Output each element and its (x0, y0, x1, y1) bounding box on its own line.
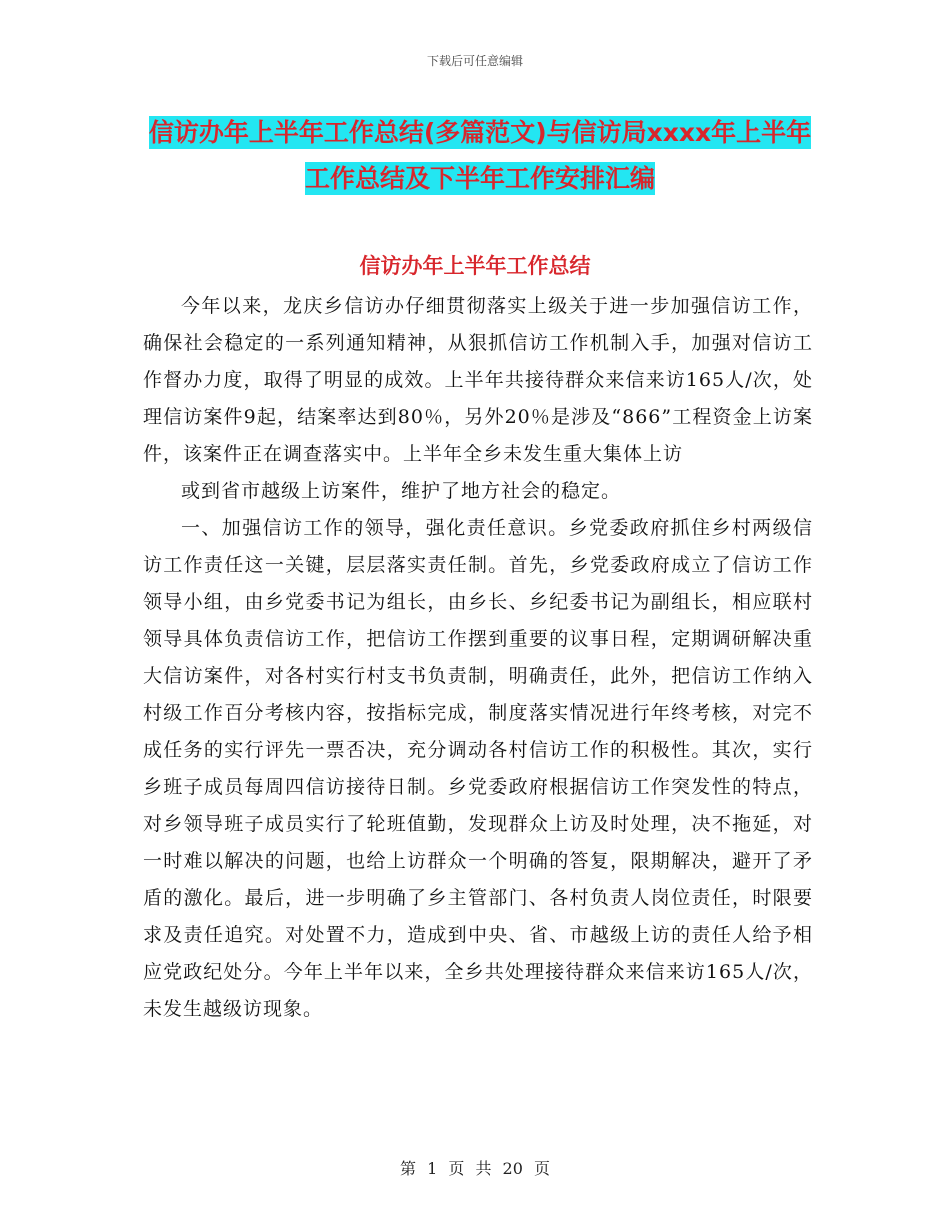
paragraph: 或到省市越级上访案件，维护了地方社会的稳定。 (181, 480, 622, 502)
document-title (140, 110, 820, 202)
paragraph: 一、加强信访工作的领导，强化责任意识。乡党委政府抓住乡村两级信访工作责任这一关键，层层落实责任制。首先，乡党委政府成立了信访工作领导小组，由乡党委书记为组长，由乡长、乡纪委书记为副组长，相应联村领导具体负责信访工作，把信访工作摆到重要的议事日程，定期调研解决重大信访案件，对各村实行村支书负责制，明确责任，此外，把信访工作纳入村级工作百分考核内容，按指标完成，制度落实情况进行年终考核，对完不成任务的实行评先一票否决，充分调动各村信访工作的积极性。其次，实行乡班子成员每周四信访接待日制。乡党委政府根据信访工作突发性的特点，对乡领导班子成员实行了轮班值勤，发现群众上访及时处理，决不拖延，对一时难以解决的问题，也给上访群众一个明确的答复，限期解决，避开了矛盾的激化。最后，进一步明确了乡主管部门、各村负责人岗位责任，时限要求及责任追究。对处置不力，造成到中央、省、市越级上访的责任人给予相应党政纪处分。今年上半年以来，全乡共处理接待群众来信来访165人/次，未发生越级访现象。 (143, 517, 813, 1020)
page-footer: 第 1 页 共 20 页 (400, 1159, 550, 1178)
paragraph: 今年以来，龙庆乡信访办仔细贯彻落实上级关于进一步加强信访工作，确保社会稳定的一系列通知精神，从狠抓信访工作机制入手，加强对信访工作督办力度，取得了明显的成效。上半年共接待群众来信来访165人/次，处理信访案件9起，结案率达到80％，另外20％是涉及“866”工程资金上访案件，该案件正在调查落实中。上半年全乡未发生重大集体上访 (143, 295, 813, 465)
body-text (143, 288, 813, 1028)
document-title-text: 信访办年上半年工作总结(多篇范文)与信访局xxxx年上半年工作总结及下半年工作安排汇编 (148, 118, 812, 193)
section-title: 信访办年上半年工作总结 (359, 254, 591, 278)
header-note: 下载后可任意编辑 (426, 54, 523, 68)
